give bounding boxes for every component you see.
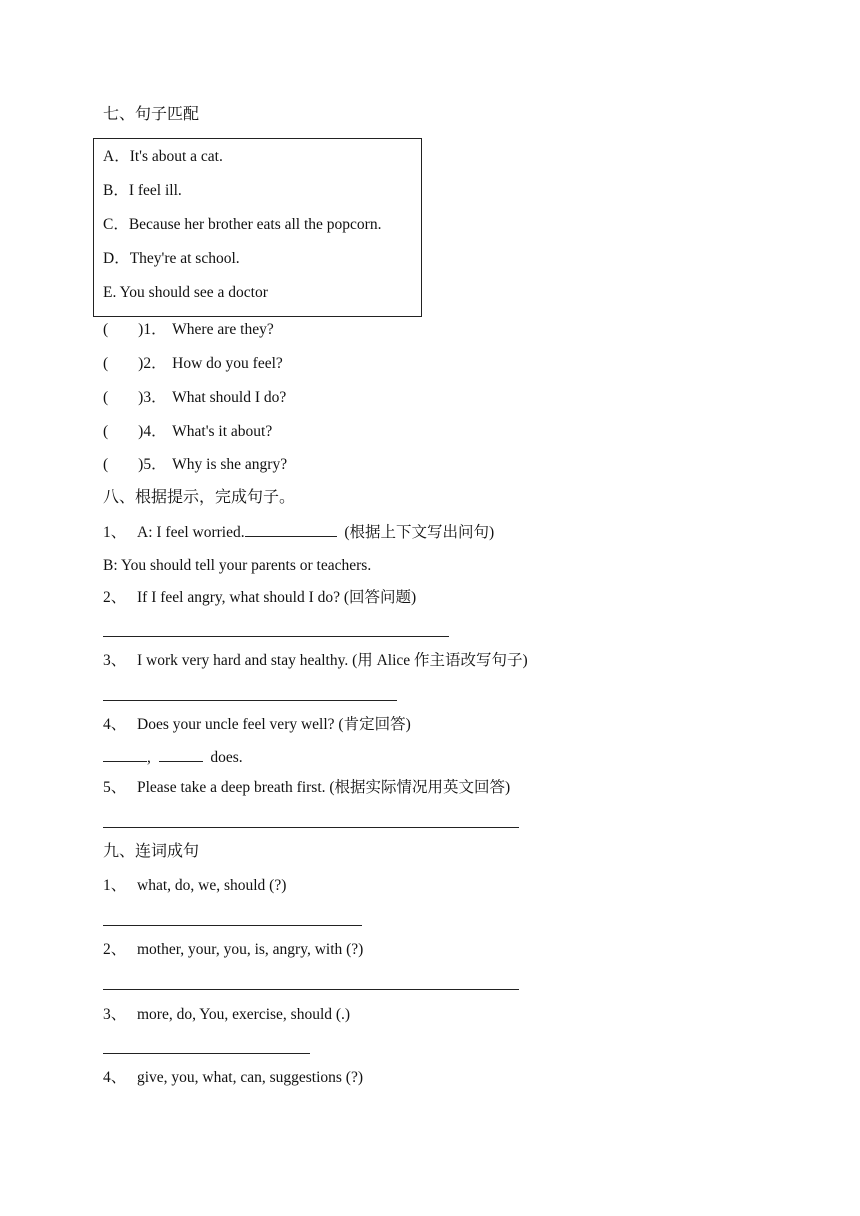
complete-question-5 bbox=[103, 778, 510, 798]
option-c: C．Because her brother eats all the popcorn. bbox=[103, 216, 382, 233]
answer-line[interactable] bbox=[103, 925, 362, 926]
open-paren: ( bbox=[103, 321, 109, 338]
option-d: D．They're at school. bbox=[103, 250, 240, 267]
complete-question-3 bbox=[103, 651, 528, 671]
question-number: 4、 bbox=[103, 716, 127, 733]
complete-question-1 bbox=[103, 522, 494, 543]
order-question-4 bbox=[103, 1068, 363, 1088]
question-number: 2、 bbox=[103, 941, 127, 958]
question-text: Please take a deep breath first. (根据实际情况用英文回答) bbox=[137, 779, 511, 796]
match-question-2 bbox=[103, 354, 283, 374]
complete-question-1-b: B: You should tell your parents or teachers. bbox=[103, 557, 372, 574]
question-text: give, you, what, can, suggestions (?) bbox=[137, 1069, 363, 1086]
question-number: 3、 bbox=[103, 1006, 127, 1023]
match-question-4 bbox=[103, 422, 272, 442]
open-paren: ( bbox=[103, 389, 109, 406]
question-text: A: I feel worried. bbox=[137, 524, 245, 541]
question-number: 3、 bbox=[103, 652, 127, 669]
answer-line[interactable] bbox=[103, 989, 519, 990]
question-text: mother, your, you, is, angry, with (?) bbox=[137, 941, 364, 958]
question-number: 1、 bbox=[103, 877, 127, 894]
options-box bbox=[93, 138, 422, 317]
question-number: )4． bbox=[138, 423, 167, 440]
open-paren: ( bbox=[103, 456, 109, 473]
option-b: B．I feel ill. bbox=[103, 182, 182, 199]
question-number: 2、 bbox=[103, 589, 127, 606]
answer-line[interactable] bbox=[103, 700, 397, 701]
match-question-5 bbox=[103, 455, 287, 475]
order-question-2 bbox=[103, 940, 363, 960]
question-text: what, do, we, should (?) bbox=[137, 877, 287, 894]
answer-blank[interactable] bbox=[159, 747, 203, 762]
option-a: A．It's about a cat. bbox=[103, 148, 223, 165]
complete-question-4 bbox=[103, 715, 411, 735]
answer-line[interactable] bbox=[103, 1053, 310, 1054]
order-question-1 bbox=[103, 876, 286, 896]
question-text: How do you feel? bbox=[172, 355, 283, 372]
open-paren: ( bbox=[103, 423, 109, 440]
question-number: )3． bbox=[138, 389, 167, 406]
option-e: E. You should see a doctor bbox=[103, 284, 268, 301]
question-text: Where are they? bbox=[172, 321, 274, 338]
order-question-3 bbox=[103, 1005, 350, 1025]
open-paren: ( bbox=[103, 355, 109, 372]
match-question-1 bbox=[103, 320, 274, 340]
match-question-3 bbox=[103, 388, 286, 408]
answer-blank[interactable] bbox=[103, 747, 147, 762]
question-number: 1、 bbox=[103, 524, 127, 541]
question-text: What's it about? bbox=[172, 423, 273, 440]
answer-blank[interactable] bbox=[245, 522, 337, 537]
question-text: Does your uncle feel very well? (肯定回答) bbox=[137, 716, 411, 733]
question-number: 4、 bbox=[103, 1069, 127, 1086]
question-hint: (根据上下文写出问句) bbox=[344, 524, 495, 541]
question-number: )2． bbox=[138, 355, 167, 372]
separator: , bbox=[147, 749, 151, 766]
answer-tail: does. bbox=[210, 749, 243, 766]
answer-line[interactable] bbox=[103, 827, 519, 828]
section8-title: 八、根据提示，完成句子。 bbox=[103, 489, 296, 506]
section7-title: 七、句子匹配 bbox=[103, 106, 200, 123]
question-text: I work very hard and stay healthy. (用 Alice 作主语改写句子) bbox=[137, 652, 528, 669]
answer-line[interactable] bbox=[103, 636, 449, 637]
question-number: )5． bbox=[138, 456, 167, 473]
question-text: Why is she angry? bbox=[172, 456, 288, 473]
question-text: What should I do? bbox=[172, 389, 287, 406]
section9-title: 九、连词成句 bbox=[103, 843, 200, 860]
question-text: If I feel angry, what should I do? (回答问题) bbox=[137, 589, 417, 606]
complete-question-2 bbox=[103, 588, 416, 608]
question-number: )1． bbox=[138, 321, 167, 338]
question-text: more, do, You, exercise, should (.) bbox=[137, 1006, 351, 1023]
complete-question-4-answer bbox=[103, 747, 243, 768]
question-number: 5、 bbox=[103, 779, 127, 796]
